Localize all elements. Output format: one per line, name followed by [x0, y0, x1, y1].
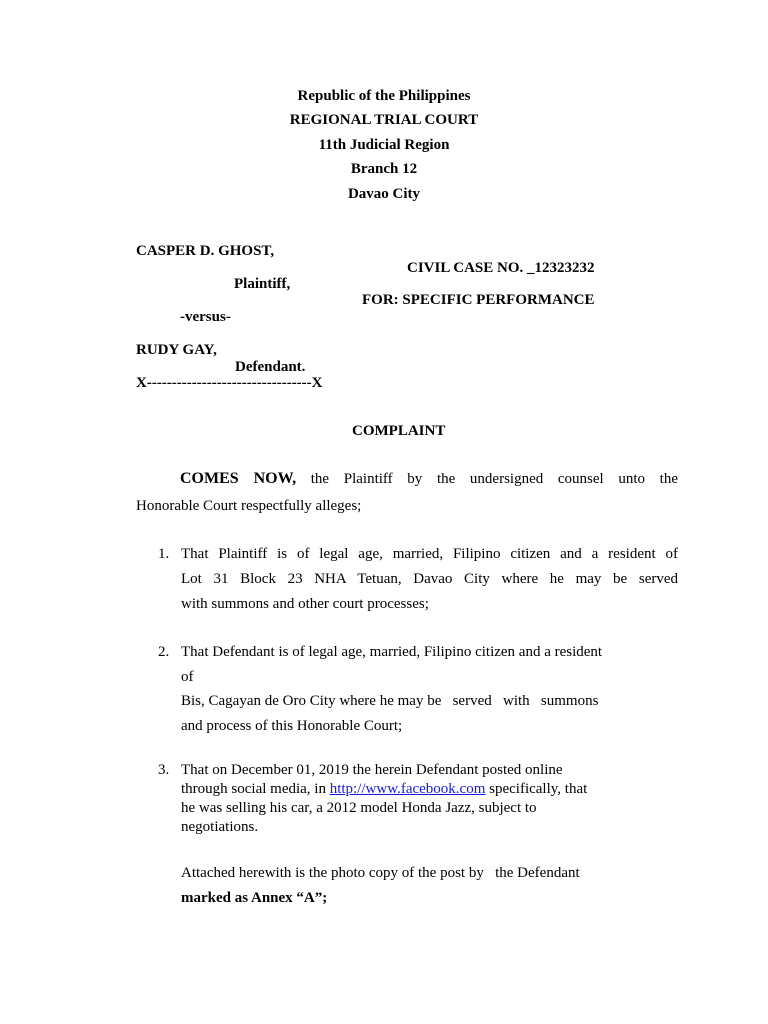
allegation-1-line-3: with summons and other court processes; [181, 596, 429, 612]
allegation-1-line-2: Lot 31 Block 23 NHA Tetuan, Davao City where he may be served [181, 571, 678, 587]
annex-line-2: marked as Annex “A”; [181, 890, 328, 906]
defendant-name: RUDY GAY, [136, 342, 217, 358]
case-nature: FOR: SPECIFIC PERFORMANCE [362, 292, 595, 308]
intro-rest: the Plaintiff by the undersigned counsel unto the [310, 471, 679, 487]
intro-line-1 [180, 470, 678, 488]
allegation-number: 2. [158, 644, 170, 660]
allegation-number: 3. [158, 762, 170, 778]
allegation-3-line-2 [181, 780, 587, 798]
allegation-3-line-3: he was selling his car, a 2012 model Honda Jazz, subject to [181, 800, 537, 816]
defendant-label: Defendant. [235, 359, 306, 375]
allegation-2-line-3: Bis, Cagayan de Oro City where he may be served with summons [181, 693, 599, 709]
allegation-3-line-2-start: through social media, in [181, 781, 330, 797]
allegation-3-line-2-end: specifically, that [485, 781, 588, 797]
case-number: CIVIL CASE NO. _12323232 [407, 260, 595, 276]
intro-lead: COMES NOW, [180, 470, 297, 487]
allegation-3-line-4: negotiations. [181, 819, 259, 835]
header-branch: Branch 12 [350, 161, 418, 177]
plaintiff-label: Plaintiff, [234, 276, 291, 292]
allegation-number: 1. [158, 546, 170, 562]
allegation-2-line-1: That Defendant is of legal age, married, Filipino citizen and a resident [181, 644, 603, 660]
header-region: 11th Judicial Region [318, 137, 450, 153]
document-title: COMPLAINT [352, 423, 446, 439]
header-republic: Republic of the Philippines [297, 88, 471, 104]
caption-separator: X---------------------------------X [136, 375, 323, 391]
annex-line-1: Attached herewith is the photo copy of the post by the Defendant [181, 865, 580, 881]
allegation-2-line-4: and process of this Honorable Court; [181, 718, 403, 734]
allegation-1-line-1: That Plaintiff is of legal age, married, Filipino citizen and a resident of [181, 546, 678, 562]
header-city: Davao City [347, 186, 421, 202]
plaintiff-name: CASPER D. GHOST, [136, 243, 275, 259]
allegation-2-line-2: of [181, 669, 194, 685]
versus-label: -versus- [180, 309, 231, 325]
facebook-link[interactable]: http://www.facebook.com [329, 781, 486, 797]
header-court: REGIONAL TRIAL COURT [289, 112, 479, 128]
intro-line-2: Honorable Court respectfully alleges; [136, 498, 362, 514]
allegation-3-line-1: That on December 01, 2019 the herein Defendant posted online [181, 762, 563, 778]
